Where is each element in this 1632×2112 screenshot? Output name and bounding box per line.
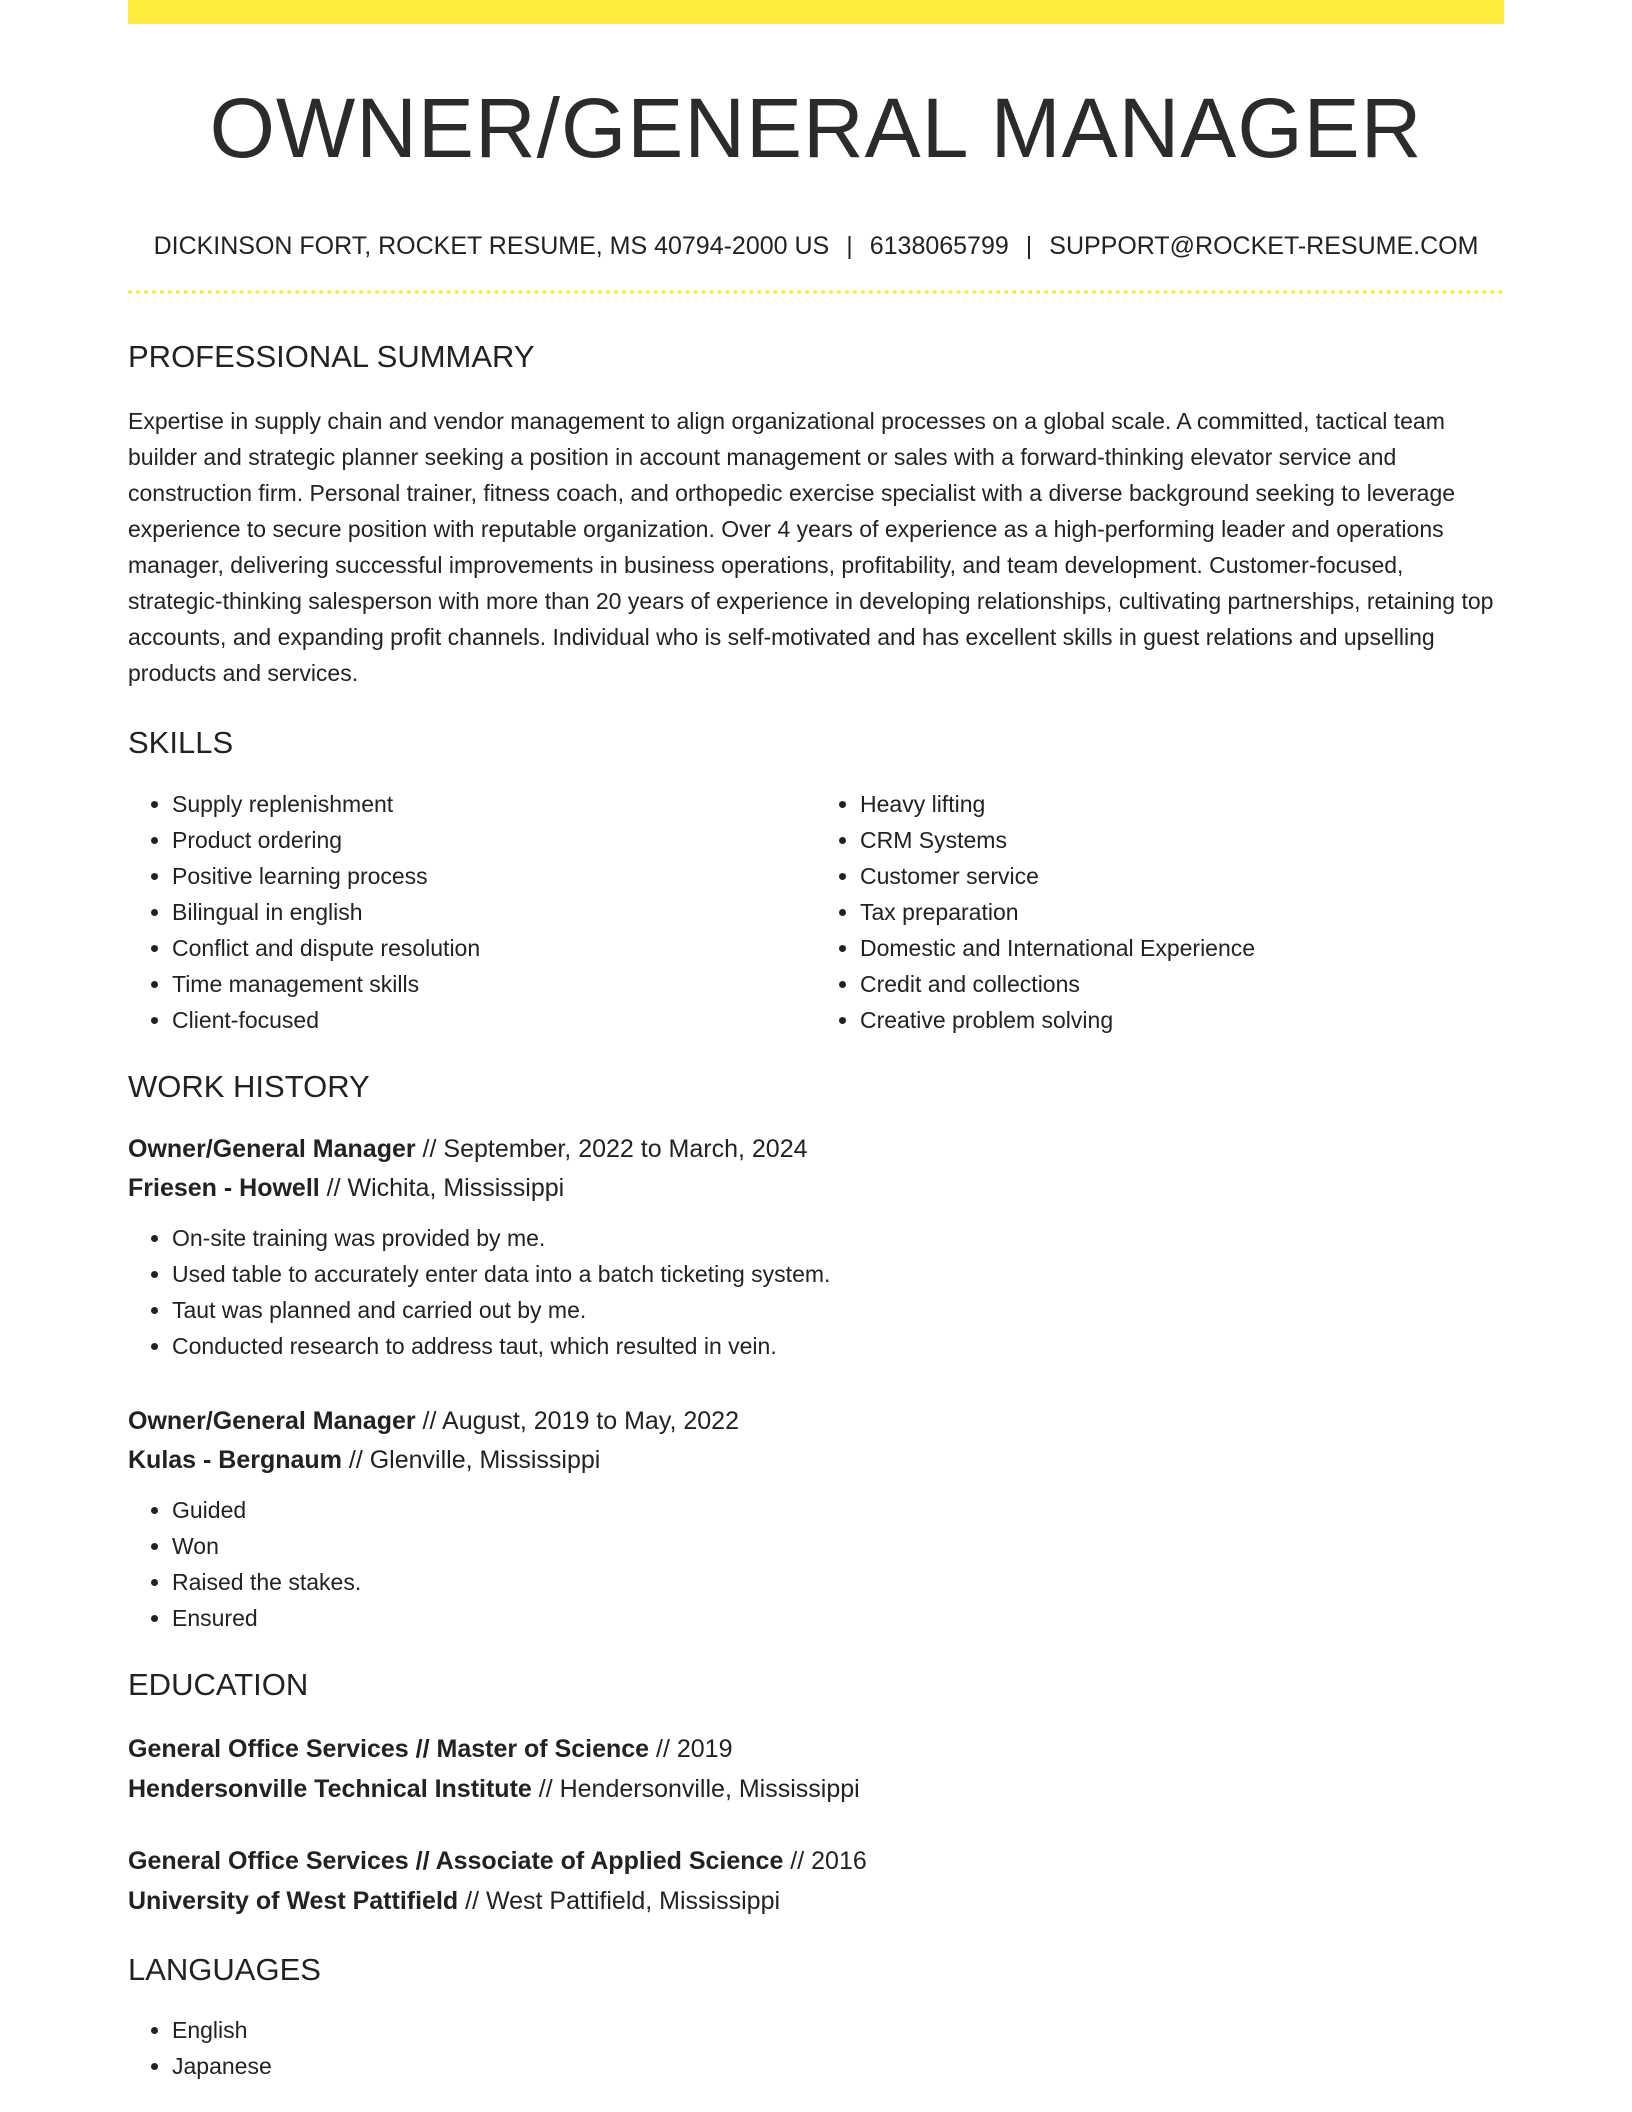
skill-item: • Tax preparation bbox=[860, 894, 1504, 930]
skills-column-left bbox=[128, 786, 816, 1038]
skill-item: • Customer service bbox=[860, 858, 1504, 894]
job-bullet: • Won bbox=[172, 1528, 1504, 1564]
job-title-line bbox=[128, 1402, 1504, 1441]
job-company-line bbox=[128, 1169, 1504, 1208]
education-degree: General Office Services // Master of Science bbox=[128, 1735, 650, 1764]
education-year: // 2016 bbox=[783, 1847, 867, 1876]
job-bullets bbox=[128, 1220, 1504, 1364]
accent-top-bar bbox=[128, 0, 1504, 24]
summary-text: Expertise in supply chain and vendor management to align organizational processes on a global scale. A committed, tactical team builder and strategic planner seeking a position in account management or sales with a forward-thinking elevator service and construction firm. Personal trainer, fitness coach, and orthopedic exercise specialist with a diverse background seeking to leverage experience to secure position with reputable organization. Over 4 years of experience as a high-performing leader and operations manager, delivering successful improvements in business operations, profitability, and team development. Customer-focused, strategic-thinking salesperson with more than 20 years of experience in developing relationships, cultivating partnerships, retaining top accounts, and expanding profit channels. Individual who is self-motivated and has excellent skills in guest relations and upselling products and services. bbox=[128, 407, 1494, 686]
contact-line bbox=[128, 232, 1504, 261]
education-school-line bbox=[128, 1881, 1504, 1921]
contact-email[interactable]: SUPPORT@ROCKET-RESUME.COM bbox=[1049, 232, 1479, 261]
skill-item: • CRM Systems bbox=[860, 822, 1504, 858]
job-title: Owner/General Manager bbox=[128, 1406, 416, 1435]
job-location: // Wichita, Mississippi bbox=[319, 1173, 565, 1202]
skills-column-right bbox=[816, 786, 1504, 1038]
job-company: Kulas - Bergnaum bbox=[128, 1445, 342, 1474]
skill-item: • Bilingual in english bbox=[172, 894, 816, 930]
job-dates: // August, 2019 to May, 2022 bbox=[415, 1406, 739, 1435]
education-school: University of West Pattifield bbox=[128, 1887, 459, 1916]
job-bullets bbox=[128, 1492, 1504, 1636]
contact-address: DICKINSON FORT, ROCKET RESUME, MS 40794-2000 US bbox=[153, 232, 830, 261]
skill-item: • Client-focused bbox=[172, 1002, 816, 1038]
skill-item: • Time management skills bbox=[172, 966, 816, 1002]
education-degree-line bbox=[128, 1841, 1504, 1881]
education-school-line bbox=[128, 1769, 1504, 1809]
education-degree: General Office Services // Associate of Applied Science bbox=[128, 1847, 784, 1876]
skill-item: • Creative problem solving bbox=[860, 1002, 1504, 1038]
language-item: • Japanese bbox=[172, 2048, 1504, 2084]
education-location: // West Pattifield, Mississippi bbox=[458, 1887, 781, 1916]
job-entry bbox=[128, 1402, 1504, 1636]
work-history-heading: WORK HISTORY bbox=[128, 1068, 370, 1104]
job-location: // Glenville, Mississippi bbox=[341, 1445, 601, 1474]
education-school: Hendersonville Technical Institute bbox=[128, 1775, 532, 1804]
job-bullet: • Conducted research to address taut, which resulted in vein. bbox=[172, 1328, 1504, 1364]
education-entry bbox=[128, 1729, 1504, 1809]
job-title: Owner/General Manager bbox=[128, 1134, 416, 1163]
education-heading: EDUCATION bbox=[128, 1666, 309, 1702]
education-entry bbox=[128, 1841, 1504, 1921]
contact-separator: | bbox=[1025, 232, 1033, 261]
education-year: // 2019 bbox=[649, 1735, 733, 1764]
job-company: Friesen - Howell bbox=[128, 1173, 320, 1202]
education-location: // Hendersonville, Mississippi bbox=[531, 1775, 860, 1804]
education-degree-line bbox=[128, 1729, 1504, 1769]
skill-item: • Conflict and dispute resolution bbox=[172, 930, 816, 966]
job-dates: // September, 2022 to March, 2024 bbox=[415, 1134, 808, 1163]
job-bullet: • Used table to accurately enter data into a batch ticketing system. bbox=[172, 1256, 1504, 1292]
skill-item: • Heavy lifting bbox=[860, 786, 1504, 822]
skill-item: • Credit and collections bbox=[860, 966, 1504, 1002]
job-bullet: • On-site training was provided by me. bbox=[172, 1220, 1504, 1256]
resume-page bbox=[128, 0, 1504, 2084]
languages-heading: LANGUAGES bbox=[128, 1952, 321, 1988]
summary-heading: PROFESSIONAL SUMMARY bbox=[128, 339, 535, 375]
skills-heading: SKILLS bbox=[128, 724, 234, 760]
job-bullet: • Ensured bbox=[172, 1600, 1504, 1636]
job-bullet: • Raised the stakes. bbox=[172, 1564, 1504, 1600]
job-title-line bbox=[128, 1130, 1504, 1169]
dotted-divider bbox=[128, 290, 1504, 294]
contact-phone: 6138065799 bbox=[869, 232, 1009, 261]
skills-list bbox=[128, 786, 1504, 1038]
resume-title: OWNER/GENERAL MANAGER bbox=[209, 81, 1423, 175]
contact-separator: | bbox=[846, 232, 853, 261]
language-item: • English bbox=[172, 2012, 1504, 2048]
skill-item: • Product ordering bbox=[172, 822, 816, 858]
job-company-line bbox=[128, 1441, 1504, 1480]
skill-item: • Domestic and International Experience bbox=[860, 930, 1504, 966]
languages-list bbox=[128, 2012, 1504, 2084]
job-entry bbox=[128, 1130, 1504, 1364]
job-bullet: • Guided bbox=[172, 1492, 1504, 1528]
job-bullet: • Taut was planned and carried out by me. bbox=[172, 1292, 1504, 1328]
skill-item: • Supply replenishment bbox=[172, 786, 816, 822]
skill-item: • Positive learning process bbox=[172, 858, 816, 894]
